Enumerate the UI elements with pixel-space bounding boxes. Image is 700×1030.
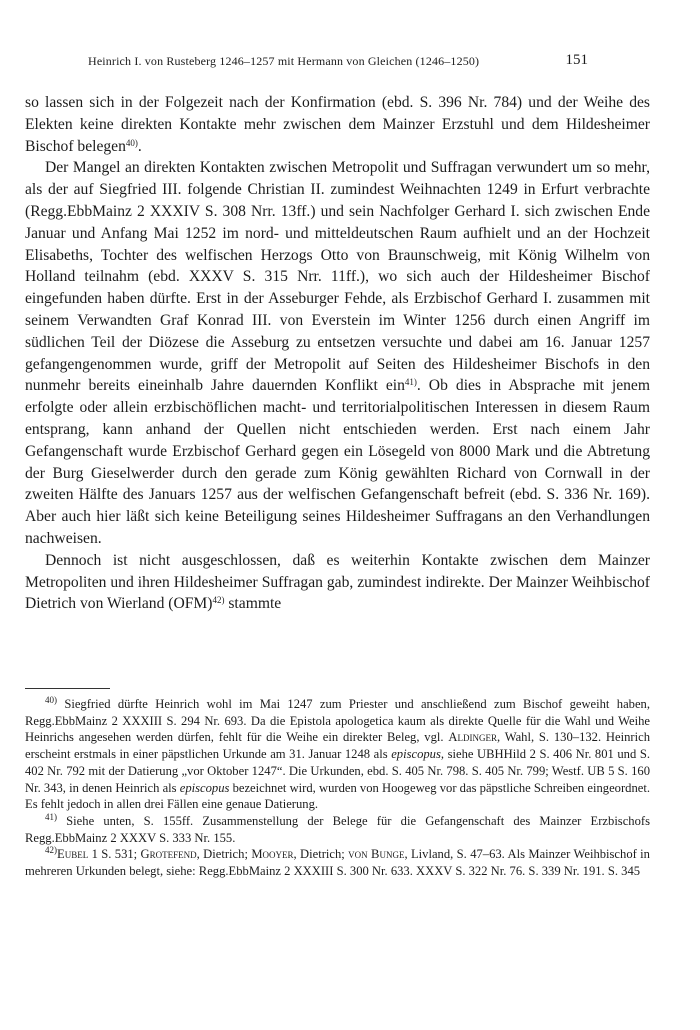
footnote-ref-41: 41) — [404, 377, 417, 388]
page-header — [88, 52, 588, 72]
paragraph-3 — [25, 550, 650, 615]
paragraph-2-text-a: Der Mangel an direkten Kontakten zwischen Metropolit und Suffragan verwundert um so mehr, als der auf Siegfried III. folgende Christian II. zumindest Weihnachten 1249 in Erfurt verbrachte (Regg.EbbMainz 2 XXXIV S. 308 Nrr. 13ff.) und sein Nachfolger Gerhard I. sich zwischen Ende Januar und Anfang Mai 1252 im nord- und mitteldeutschen Raum aufhielt und an der Hochzeit Elisabeths, Tochter des welfischen Herzogs Otto von Braunschweig, mit König Wilhelm von Holland teilnahm (ebd. XXXV S. 315 Nrr. 11ff.), wo sich auch der Hildesheimer Bischof eingefunden haben dürfte. Erst in der Asseburger Fehde, als Erzbischof Gerhard I. zusammen mit seinem Verwandten Graf Konrad III. von Everstein im Winter 1256 durch einen Angriff im südlichen Teil der Diözese die Asseburg zu entsetzen versuchte und dabei am 16. Januar 1257 gefangengenommen wurde, griff der Metropolit auf Seiten des Hildesheimer Bischofs in den nunmehr bereits eineinhalb Jahre dauernden Konflikt ein — [25, 159, 650, 395]
latin-term: episcopus — [179, 780, 230, 795]
footnote-ref-40: 40) — [125, 137, 138, 148]
footnote-42 — [25, 846, 650, 879]
paragraph-2 — [25, 157, 650, 549]
page-number: 151 — [565, 52, 588, 68]
author-name: von Bunge — [348, 847, 405, 862]
footnote-text: siehe UBHHild 2 S. 406 Nr. 801 und S. 402 Nr. 792 mit der Datierung „vor Oktober 1247“. Die Urkunden, ebd. S. 405 Nr. 798. S. 405 Nr. 799; Westf. UB 5 S. 160 Nr. 343, in denen Heinrich als — [25, 747, 650, 795]
footnote-ref-42: 42) — [212, 595, 225, 606]
footnote-text: , Livland, S. 47–63. Als Mainzer Weihbischof in mehreren Urkunden belegt, siehe: Regg.EbbMainz 2 XXXIII S. 300 Nr. 633. XXXV S. 322 Nr. 76. S. 339 Nr. 191. S. 345 — [25, 847, 650, 879]
paragraph-2-text-b: . Ob dies in Absprache mit jenem erfolgte oder allein erzbischöflichen macht- und territorialpolitischen Interessen in diesem Raum entsprang, kann anhand der Quellen nicht entschieden werden. Erst nach einem Jahr Gefangenschaft wurde Erzbischof Gerhard gegen ein Lösegeld von 8000 Mark und die Abtretung der Burg Gieselwerder durch den gerade zum König gewählten Richard von Cornwall in der zweiten Hälfte des Januars 1257 aus der welfischen Gefangenschaft befreit (ebd. S. 336 Nr. 169). Aber auch hier läßt sich keine Beteiligung seines Hildesheimer Suffragans an den Verhandlungen nachweisen. — [25, 377, 650, 547]
paragraph-1 — [25, 92, 650, 157]
footnote-number: 42) — [45, 845, 57, 856]
author-name: Grotefend — [140, 847, 197, 862]
footnote-text: , Wahl, S. 130–132. Heinrich erscheint erstmals in einer päpstlichen Urkunde am 31. Januar 1248 als — [25, 730, 650, 762]
author-name: Mooyer — [251, 847, 294, 862]
footnote-text: , Dietrich; — [293, 847, 349, 862]
running-title: Heinrich I. von Rusteberg 1246–1257 mit Hermann von Gleichen (1246–1250) — [88, 54, 480, 68]
paragraph-1-text-b: . — [137, 137, 142, 155]
footnote-text: 1 S. 531; — [88, 847, 141, 862]
footnote-text: bezeichnet wird, wurden von Hoogeweg vor das päpstliche Schreiben eingeordnet. Es fehlt jedoch in allen drei Fällen eine genaue Datierung. — [25, 780, 650, 812]
author-name: Aldinger — [448, 730, 497, 745]
footnote-text: Siehe unten, S. 155ff. Zusammenstellung der Belege für die Gefangenschaft des Mainzer Erzbischofs Regg.EbbMainz 2 XXXV S. 333 Nr. 155. — [25, 813, 650, 845]
paragraph-1-text-a: so lassen sich in der Folgezeit nach der Konfirmation (ebd. S. 396 Nr. 784) und der Weihe des Elekten keine direkten Kontakte mehr zwischen dem Mainzer Erzstuhl und dem Hildesheimer Bischof belegen — [25, 94, 650, 155]
latin-term: episcopus, — [391, 747, 445, 762]
footnote-divider — [25, 688, 110, 689]
footnote-40 — [25, 696, 650, 813]
author-name: Eubel — [57, 847, 89, 862]
main-text — [25, 92, 650, 615]
footnote-41 — [25, 813, 650, 846]
footnote-text: Siegfried dürfte Heinrich wohl im Mai 1247 zum Priester und anschließend zum Bischof geweiht haben, Regg.EbbMainz 2 XXXIII S. 294 Nr. 693. Da die Epistola apologetica kaum als direkte Quelle für die Wahl und Weihe Heinrichs angesehen werden dürfen, fehlt für die Weihe ein direkter Beleg, vgl. — [25, 697, 650, 745]
footnotes — [25, 696, 650, 880]
paragraph-3-text-b: stammte — [224, 595, 282, 613]
footnote-number: 40) — [45, 695, 57, 705]
footnote-number: 41) — [45, 811, 57, 822]
footnote-text: , Dietrich; — [196, 847, 252, 862]
paragraph-3-text-a: Dennoch ist nicht ausgeschlossen, daß es weiterhin Kontakte zwischen dem Mainzer Metropoliten und ihren Hildesheimer Suffragan gab, zumindest indirekte. Der Mainzer Weihbischof Dietrich von Wierland (OFM) — [25, 551, 650, 613]
